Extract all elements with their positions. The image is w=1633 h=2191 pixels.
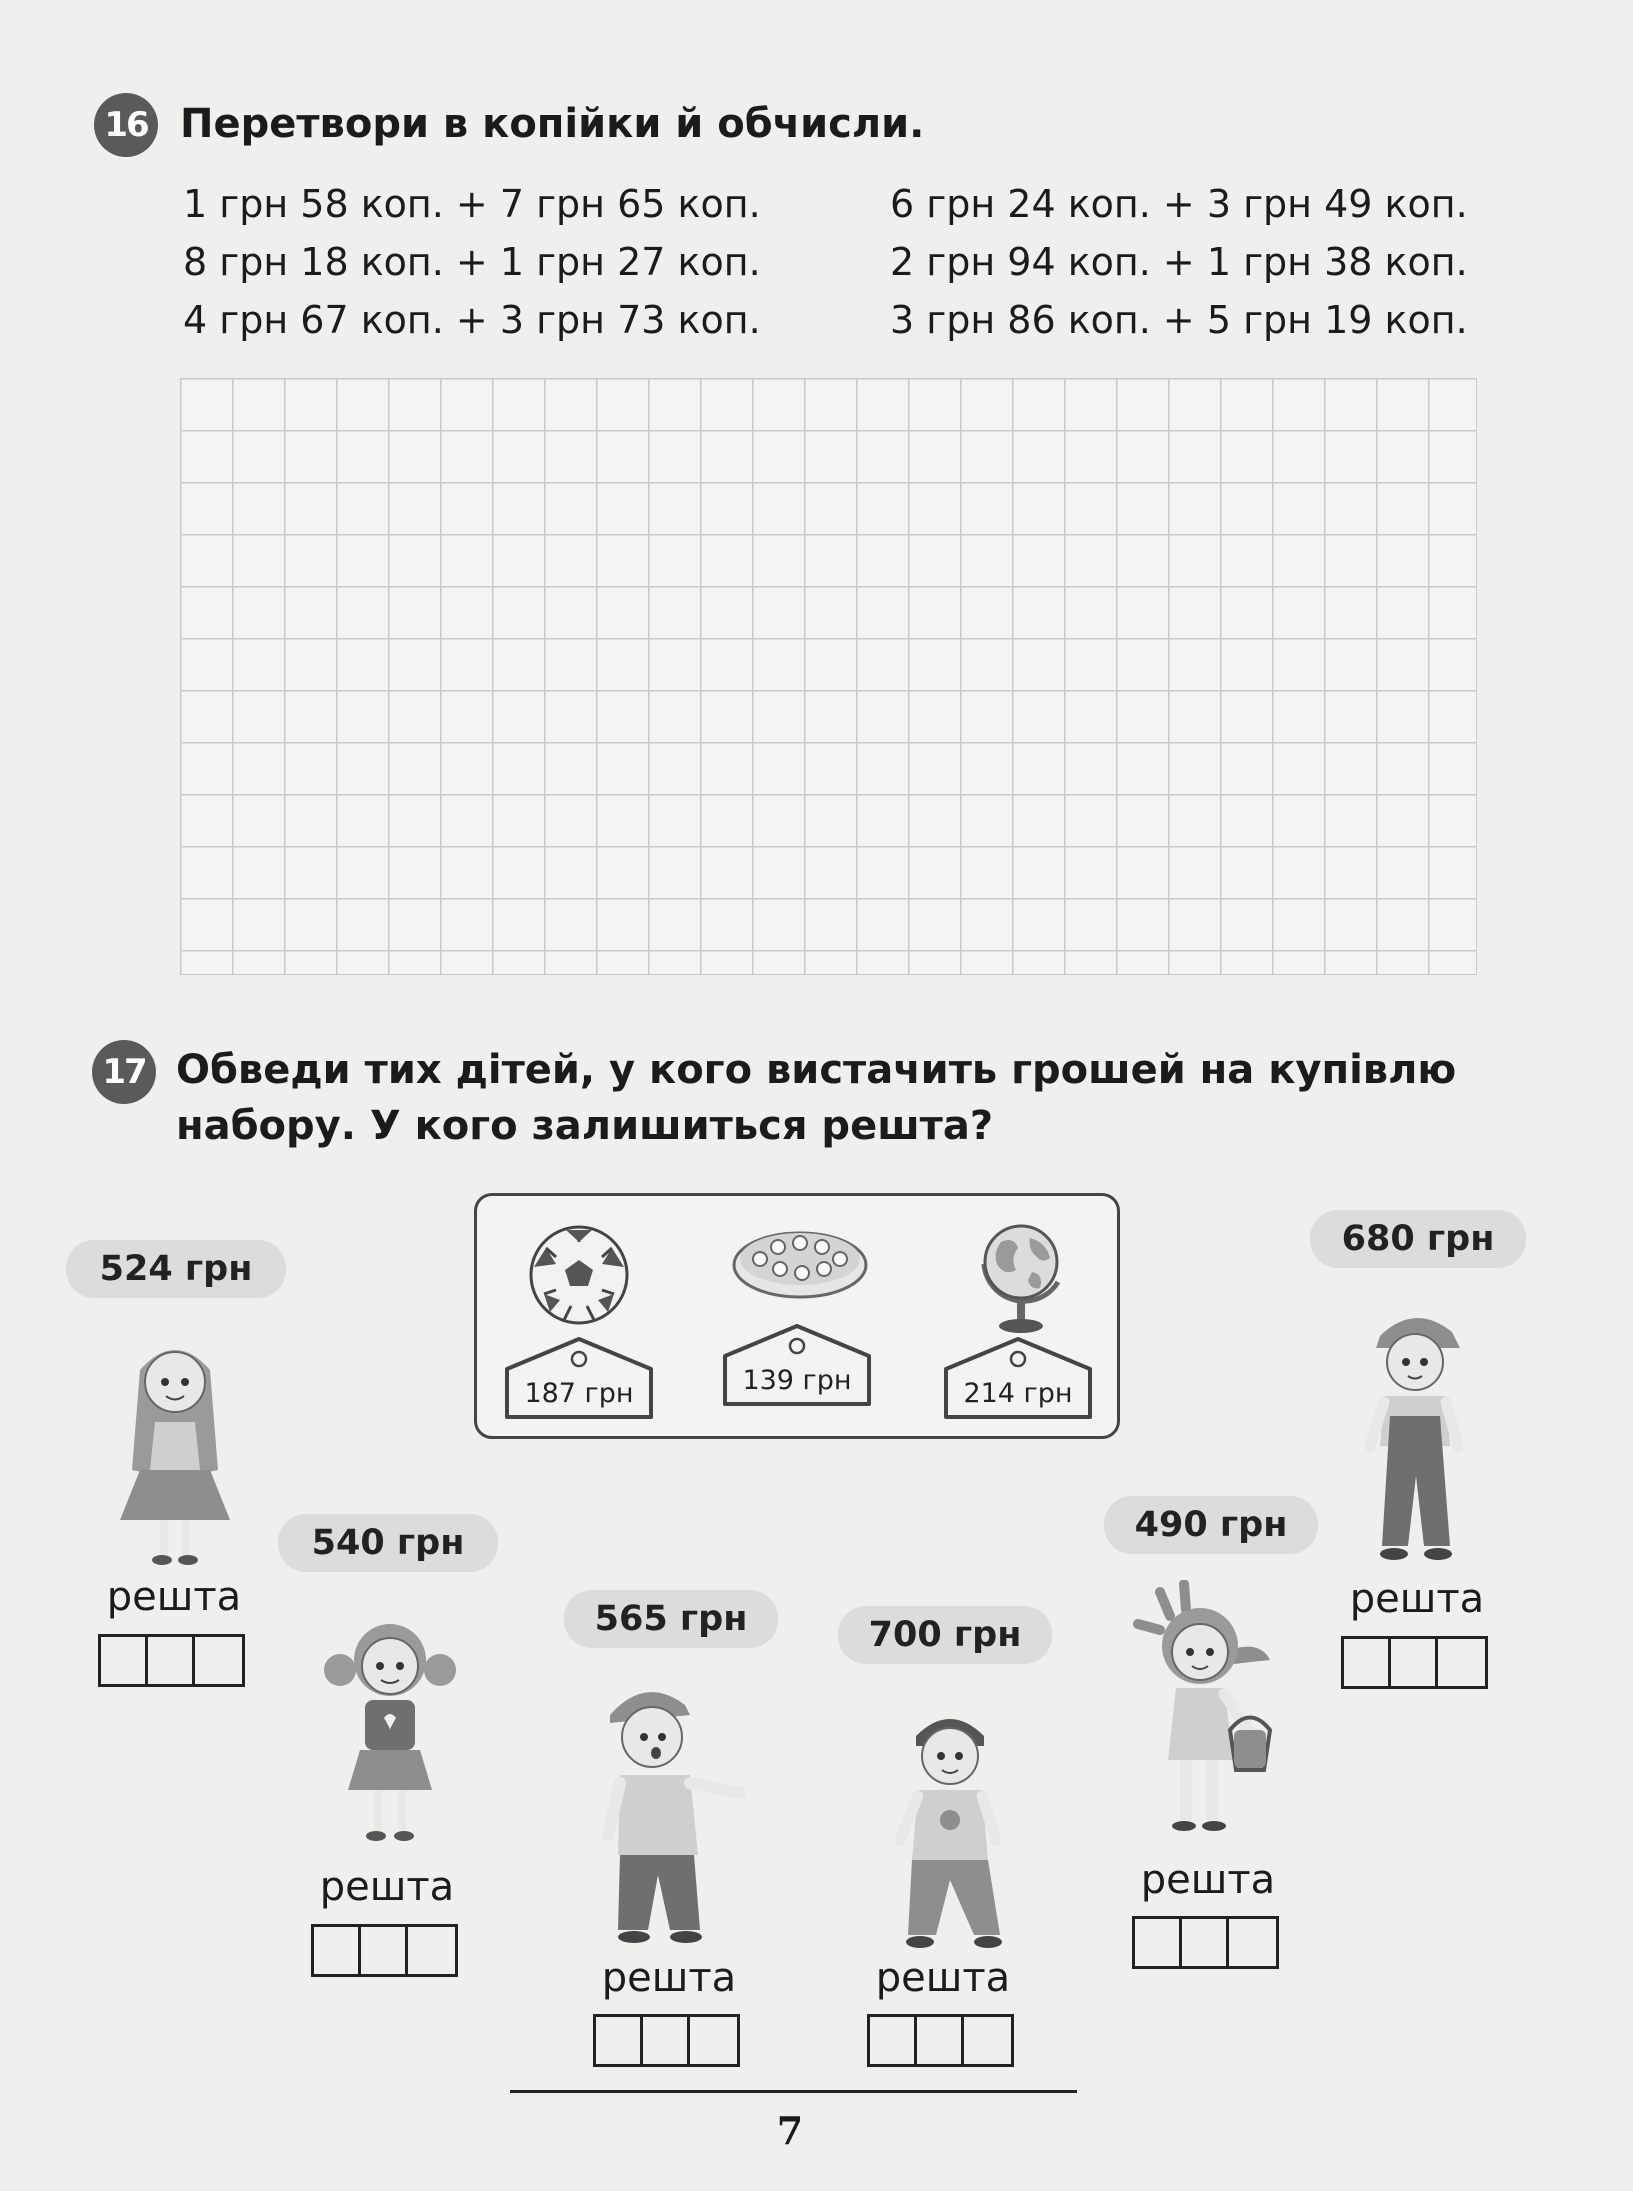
price-label: 139 грн [742,1365,852,1396]
rest-label: решта [601,1955,737,2001]
money-amount: 680 грн [1310,1210,1526,1268]
rest-label: решта [1349,1576,1485,1622]
rest-answer-boxes[interactable] [593,2014,740,2067]
footer-divider [510,2090,1077,2093]
expression: 2 грн 94 коп. + 1 грн 38 коп. [890,240,1468,284]
price-tag [942,1333,1094,1421]
answer-grid[interactable] [180,378,1477,975]
boy-cap-illustration[interactable] [590,1675,760,1955]
price-tag [721,1320,873,1408]
globe-icon [966,1212,1076,1336]
expression: 8 грн 18 коп. + 1 грн 27 коп. [183,240,761,284]
boy-overalls-illustration[interactable] [1340,1296,1490,1576]
task-17-title-line2: набору. У кого залишиться решта? [176,1103,994,1149]
rest-label: решта [875,1955,1011,2001]
rest-answer-boxes[interactable] [867,2014,1014,2067]
expression: 4 грн 67 коп. + 3 грн 73 коп. [183,298,761,342]
paint-palette-icon [730,1225,870,1301]
price-tag [503,1333,655,1421]
page-number: 7 [776,2108,804,2153]
boy-tshirt-illustration[interactable] [870,1690,1030,1960]
task-17-title-line1: Обведи тих дітей, у кого вистачить грошей на купівлю [176,1047,1457,1093]
rest-answer-boxes[interactable] [1341,1636,1488,1689]
money-amount: 524 грн [66,1240,286,1298]
money-amount: 490 грн [1104,1496,1318,1554]
task-16-badge: 16 [94,93,158,157]
rest-answer-boxes[interactable] [1132,1916,1279,1969]
rest-label: решта [106,1574,242,1620]
rest-answer-boxes[interactable] [311,1924,458,1977]
task-16-title: Перетвори в копійки й обчисли. [180,101,925,147]
rest-label: решта [319,1864,455,1910]
ball-icon [526,1222,632,1328]
money-amount: 700 грн [838,1606,1052,1664]
money-amount: 565 грн [564,1590,778,1648]
task-17-badge: 17 [92,1040,156,1104]
girl-basket-illustration[interactable] [1130,1580,1300,1850]
girl-pigtails-illustration[interactable] [310,1600,470,1860]
girl-long-hair-illustration[interactable] [100,1330,250,1570]
money-amount: 540 грн [278,1514,498,1572]
rest-label: решта [1140,1857,1276,1903]
price-label: 214 грн [963,1378,1073,1409]
expression: 1 грн 58 коп. + 7 грн 65 коп. [183,182,761,226]
expression: 6 грн 24 коп. + 3 грн 49 коп. [890,182,1468,226]
rest-answer-boxes[interactable] [98,1634,245,1687]
expression: 3 грн 86 коп. + 5 грн 19 коп. [890,298,1468,342]
price-label: 187 грн [524,1378,634,1409]
